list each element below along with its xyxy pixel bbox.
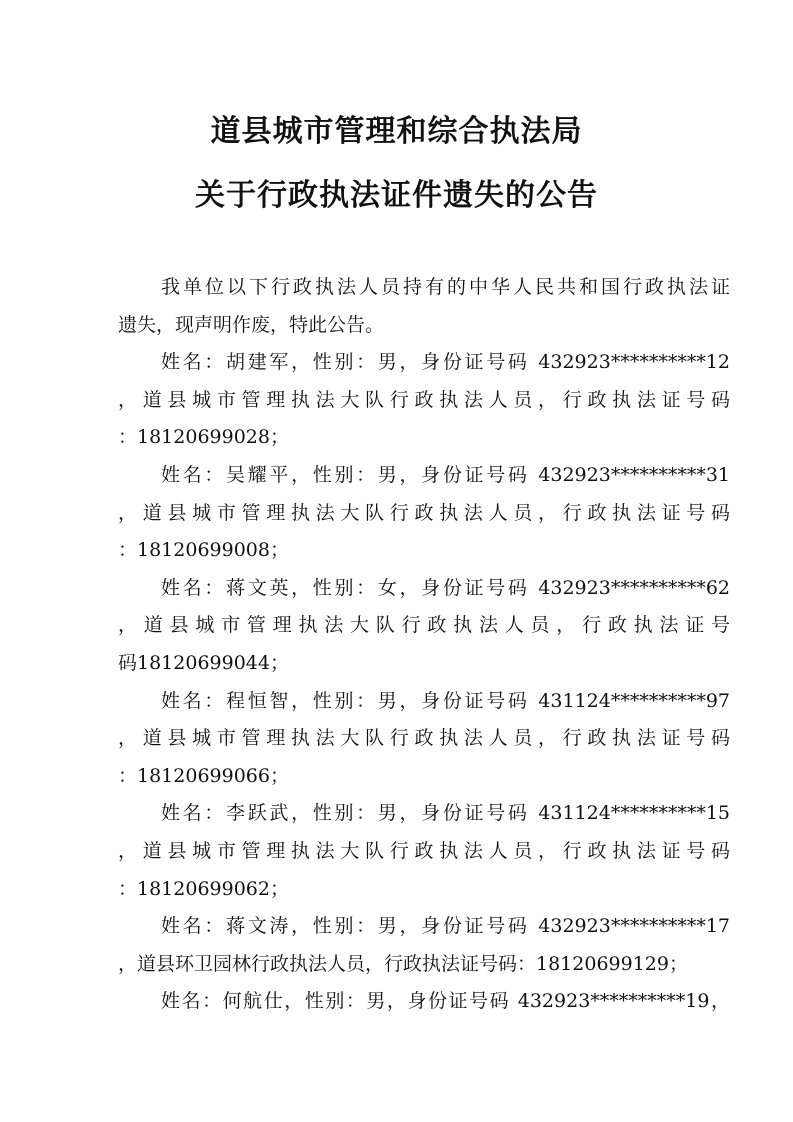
person-entry-line: 码18120699044； bbox=[118, 651, 289, 674]
person-entry-line: ，道县城市管理执法大队行政执法人员，行政执法证号码 bbox=[118, 727, 730, 750]
person-entry-line: ，道县城市管理执法大队行政执法人员，行政执法证号码 bbox=[118, 388, 730, 411]
person-entry-line: ：18120699062； bbox=[118, 877, 289, 900]
notice-intro-line: 遗失，现声明作废，特此公告。 bbox=[118, 313, 385, 336]
person-entry-line: ：18120699028； bbox=[118, 426, 289, 449]
person-entry-line: 姓名：胡建军，性别：男，身份证号码 432923**********12 bbox=[161, 351, 730, 374]
person-entry-line: 姓名：李跃武，性别：男，身份证号码 431124**********15 bbox=[161, 802, 730, 825]
person-entry-line: ，道县城市管理执法大队行政执法人员，行政执法证号 bbox=[118, 614, 730, 637]
document-title-line-2: 关于行政执法证件遗失的公告 bbox=[195, 178, 598, 213]
person-entry-line: ，道县城市管理执法大队行政执法人员，行政执法证号码 bbox=[118, 501, 730, 524]
person-entry-line: 姓名：何航仕，性别：男，身份证号码 432923**********19， bbox=[161, 990, 730, 1013]
person-entry-line: ：18120699066； bbox=[118, 764, 289, 787]
person-entry-line: 姓名：程恒智，性别：男，身份证号码 431124**********97 bbox=[161, 689, 730, 712]
notice-intro-line: 我单位以下行政执法人员持有的中华人民共和国行政执法证 bbox=[161, 276, 730, 298]
document-title-line-1: 道县城市管理和综合执法局 bbox=[210, 114, 583, 149]
person-entry-line: ，道县环卫园林行政执法人员，行政执法证号码：18120699129； bbox=[118, 952, 688, 975]
person-entry-line: ，道县城市管理执法大队行政执法人员，行政执法证号码 bbox=[118, 839, 730, 862]
person-entry-line: 姓名：蒋文涛，性别：男，身份证号码 432923**********17 bbox=[161, 915, 730, 938]
person-entry-line: 姓名：吴耀平，性别：男，身份证号码 432923**********31 bbox=[161, 463, 730, 486]
person-entry-line: ：18120699008； bbox=[118, 539, 289, 562]
notice-body bbox=[118, 269, 730, 1021]
person-entry-line: 姓名：蒋文英，性别：女，身份证号码 432923**********62 bbox=[161, 576, 730, 599]
